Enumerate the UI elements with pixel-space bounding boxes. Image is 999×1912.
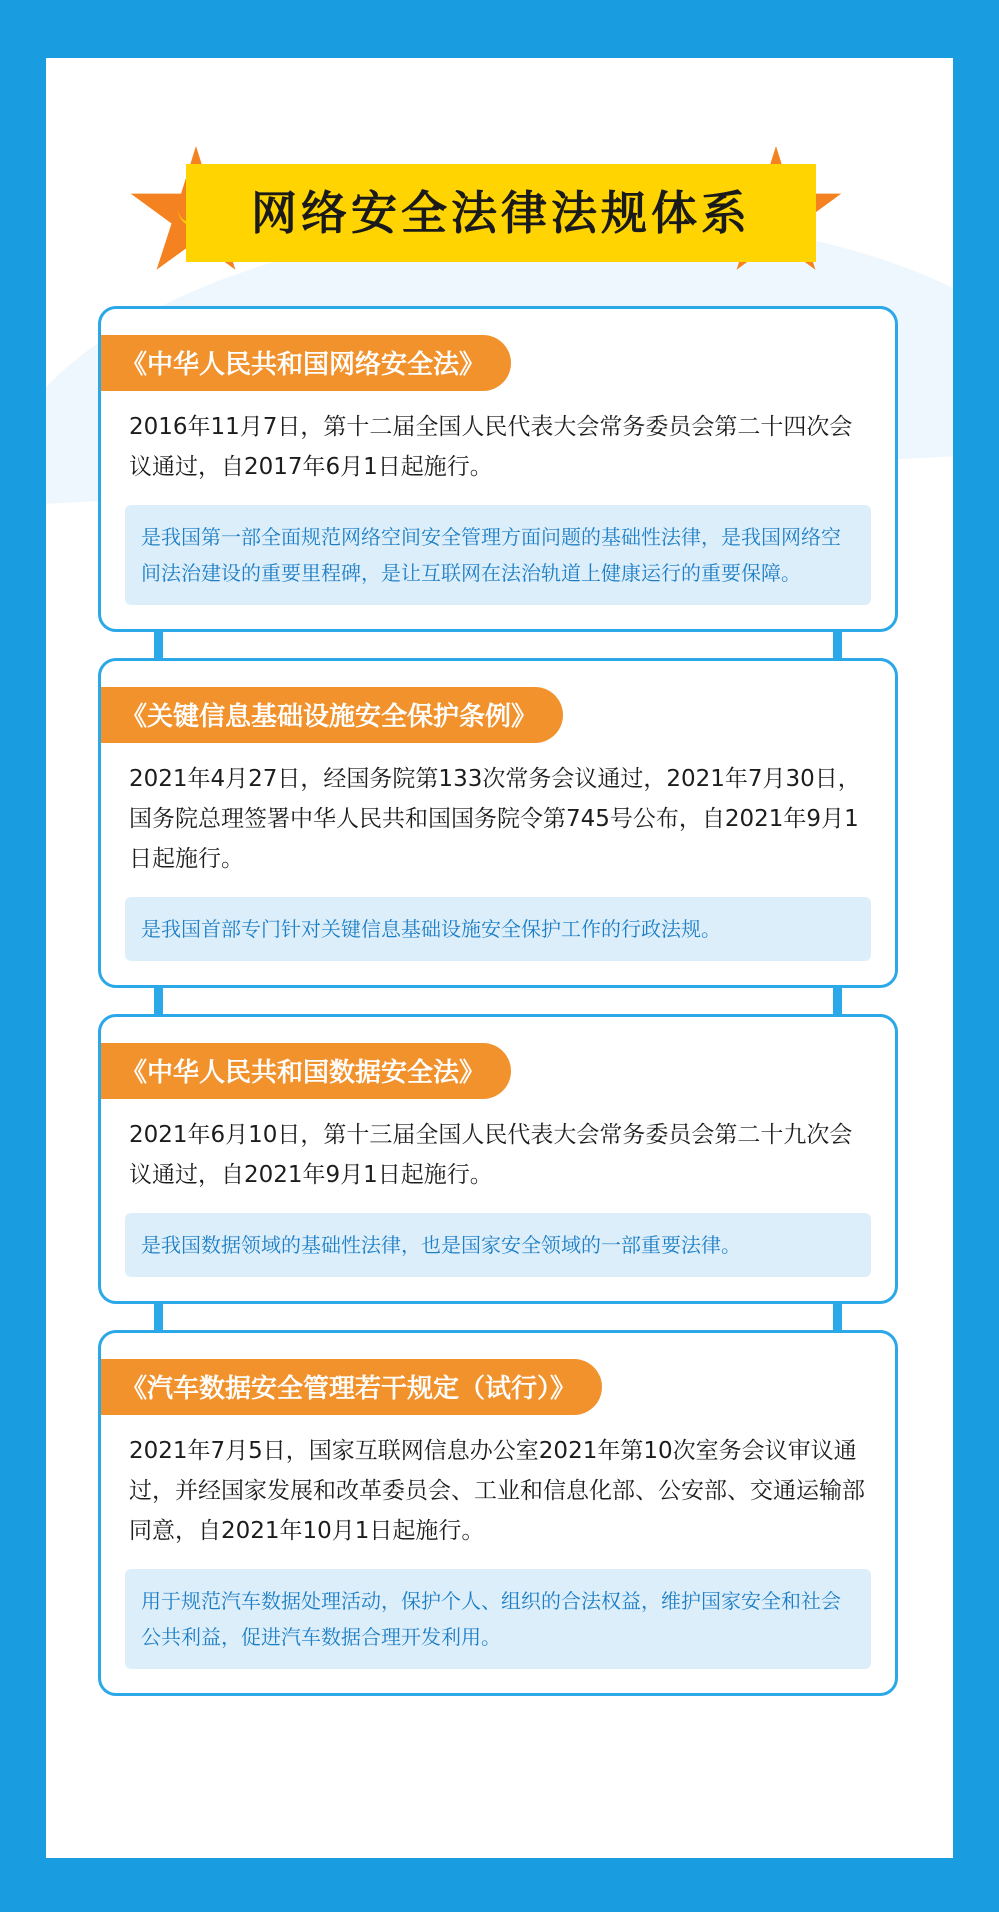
law-card-note: 是我国第一部全面规范网络空间安全管理方面问题的基础性法律，是我国网络空间法治建设的重要里程碑，是让互联网在法治轨道上健康运行的重要保障。 (125, 505, 871, 605)
law-card-title: 《中华人民共和国网络安全法》 (101, 335, 511, 391)
page-title: 网络安全法律法规体系 (251, 186, 751, 240)
poster-header (46, 136, 953, 296)
law-card-body: 2021年6月10日，第十三届全国人民代表大会常务委员会第二十九次会议通过，自2021年9月1日起施行。 (129, 1122, 853, 1188)
connector-leg-left (154, 1303, 163, 1331)
connector-leg-right (833, 1303, 842, 1331)
law-card-body: 2021年7月5日，国家互联网信息办公室2021年第10次室务会议审议通过，并经国家发展和改革委员会、工业和信息化部、公安部、交通运输部同意，自2021年10月1日起施行。 (129, 1438, 865, 1544)
law-card (98, 1014, 898, 1304)
law-card-title: 《汽车数据安全管理若干规定（试行）》 (101, 1359, 602, 1415)
card-list (98, 306, 898, 1722)
connector-leg-right (833, 631, 842, 659)
connector-leg-left (154, 631, 163, 659)
law-card (98, 658, 898, 988)
law-card (98, 306, 898, 632)
law-card-title: 《中华人民共和国数据安全法》 (101, 1043, 511, 1099)
poster-page (46, 58, 953, 1858)
law-card-body: 2021年4月27日，经国务院第133次常务会议通过，2021年7月30日，国务院总理签署中华人民共和国国务院令第745号公布，自2021年9月1日起施行。 (129, 766, 861, 872)
connector-leg-left (154, 987, 163, 1015)
law-card (98, 1330, 898, 1696)
law-card-title: 《关键信息基础设施安全保护条例》 (101, 687, 563, 743)
law-card-note: 是我国数据领域的基础性法律，也是国家安全领域的一部重要法律。 (125, 1213, 871, 1277)
law-card-note: 是我国首部专门针对关键信息基础设施安全保护工作的行政法规。 (125, 897, 871, 961)
connector-leg-right (833, 987, 842, 1015)
law-card-body: 2016年11月7日，第十二届全国人民代表大会常务委员会第二十四次会议通过，自2017年6月1日起施行。 (129, 414, 853, 480)
law-card-note: 用于规范汽车数据处理活动，保护个人、组织的合法权益，维护国家安全和社会公共利益，促进汽车数据合理开发利用。 (125, 1569, 871, 1669)
